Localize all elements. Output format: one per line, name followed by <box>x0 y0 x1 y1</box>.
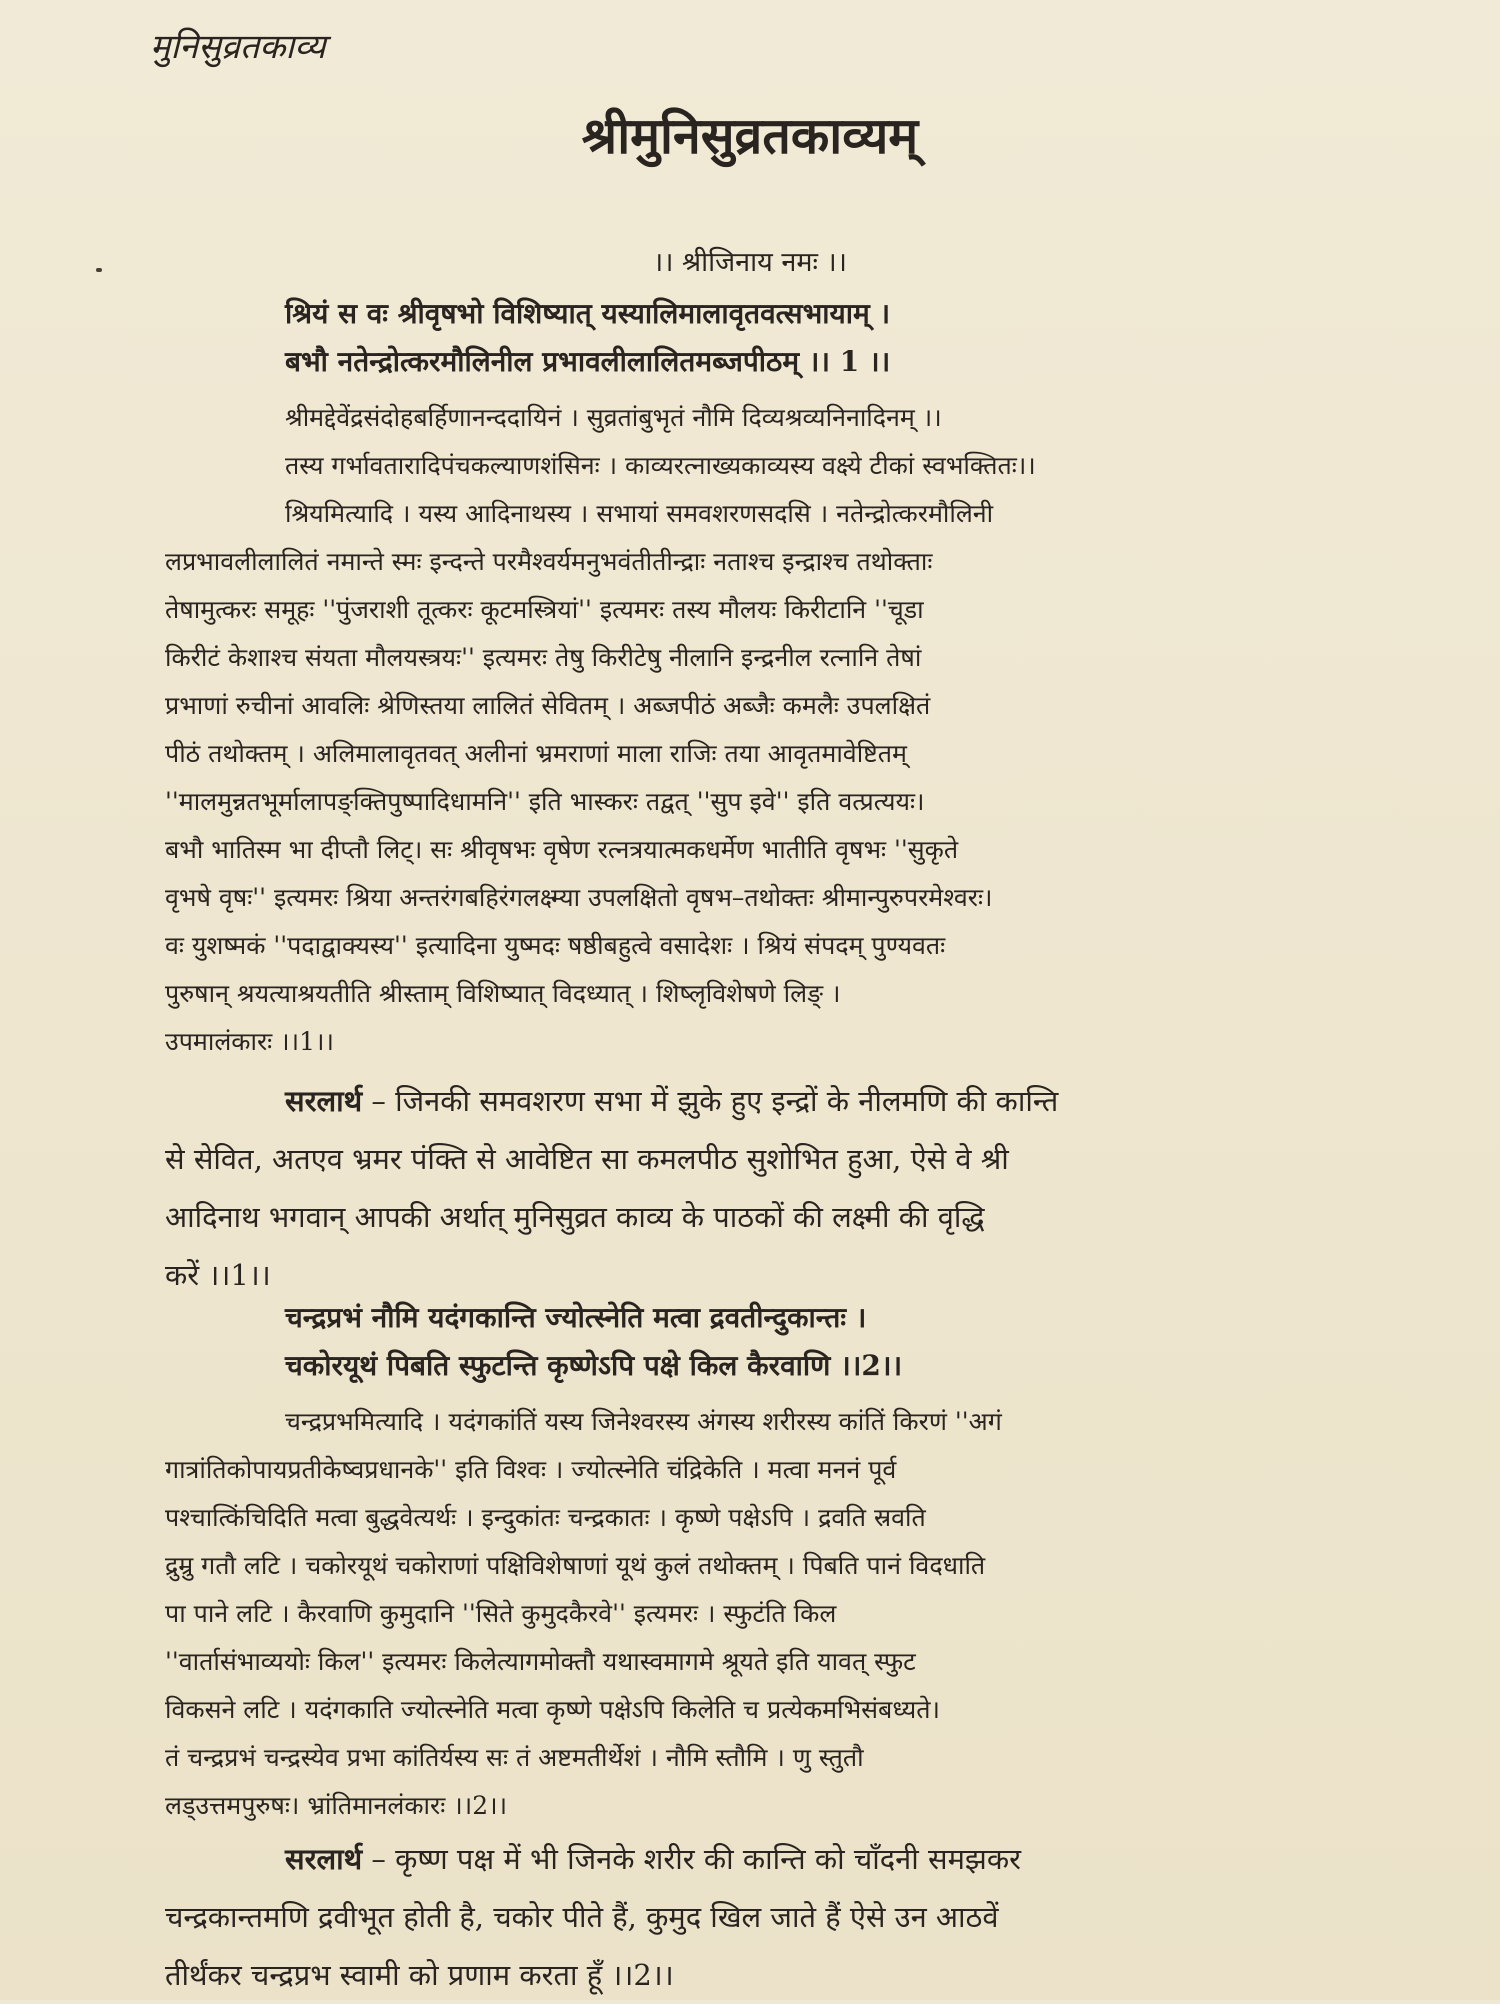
running-head: मुनिसुव्रतकाव्य <box>150 27 326 67</box>
commentary-line: पीठं तथोक्तम् । अलिमालावृतवत् अलीनां भ्रमराणां माला राजिः तया आवृतमावेष्टितम् <box>165 739 907 768</box>
verse-1 <box>165 290 1370 386</box>
verse-line: चकोरयूथं पिबति स्फुटन्ति कृष्णेऽपि पक्षे किल कैरवाणि ।।2।। <box>285 1349 903 1382</box>
commentary-line: श्रीमद्देवेंद्रसंदोहबर्हिणानन्ददायिनं । सुव्रतांबुभृतं नौमि दिव्यश्रव्यनिनादिनम् ।। <box>285 403 942 432</box>
commentary-line: लप्रभावलीलालितं नमान्ते स्मः इन्दन्ते परमैश्वर्यमनुभवंतीतीन्द्राः नताश्च इन्द्राश्च तथोक्ताः <box>165 547 933 576</box>
gloss-line: आदिनाथ भगवान् आपकी अर्थात् मुनिसुव्रत काव्य के पाठकों की लक्ष्मी की वृद्धि <box>165 1200 985 1234</box>
commentary-line: किरीटं केशाश्च संयता मौलयस्त्रयः'' इत्यमरः तेषु किरीटेषु नीलानि इन्द्रनील रत्नानि तेषां <box>165 643 922 672</box>
gloss-text: – कृष्ण पक्ष में भी जिनके शरीर की कान्ति को चाँदनी समझकर <box>362 1842 1021 1876</box>
commentary-line: लड्उत्तमपुरुषः। भ्रांतिमानलंकारः ।।2।। <box>165 1791 508 1820</box>
commentary-2 <box>165 1398 1370 1830</box>
commentary-line: गात्रांतिकोपायप्रतीकेष्वप्रधानके'' इति विश्वः । ज्योत्स्नेति चंद्रिकेति । मत्वा मननं पूर्व <box>165 1455 897 1484</box>
commentary-line: श्रियमित्यादि । यस्य आदिनाथस्य । सभायां समवशरणसदसि । नतेन्द्रोत्करमौलिनी <box>285 499 994 528</box>
invocation: ।। श्रीजिनाय नमः ।। <box>652 247 848 278</box>
commentary-line: विकसने लटि । यदंगकाति ज्योत्स्नेति मत्वा कृष्णे पक्षेऽपि किलेति च प्रत्येकमभिसंबध्यते। <box>165 1695 940 1724</box>
gloss-1 <box>165 1072 1370 1304</box>
gloss-label: सरलार्थ <box>285 1842 363 1876</box>
gloss-line: चन्द्रकान्तमणि द्रवीभूत होती है, चकोर पीते हैं, कुमुद खिल जाते हैं ऐसे उन आठवें <box>165 1900 999 1934</box>
commentary-line: ''मालमुन्नतभूर्मालापङ्क्तिपुष्पादिधामनि'' इति भास्करः तद्वत् ''सुप इवे'' इति वत्प्रत्ययः। <box>165 787 925 816</box>
commentary-line: वृभषे वृषः'' इत्यमरः श्रिया अन्तरंगबहिरंगलक्ष्म्या उपलक्षितो वृषभ–तथोक्तः श्रीमान्पुरुपरमेश्वरः। <box>165 883 993 912</box>
commentary-1 <box>165 394 1370 1066</box>
page-title: श्रीमुनिसुव्रतकाव्यम् <box>581 106 919 165</box>
commentary-line: पा पाने लटि । कैरवाणि कुमुदानि ''सिते कुमुदकैरवे'' इत्यमरः । स्फुटंति किल <box>165 1599 837 1628</box>
gloss-line: करें ।।1।। <box>165 1258 271 1292</box>
commentary-line: बभौ भातिस्म भा दीप्तौ लिट्। सः श्रीवृषभः वृषेण रत्नत्रयात्मकधर्मेण भातीति वृषभः ''सुकृते <box>165 835 959 864</box>
gloss-line: तीर्थंकर चन्द्रप्रभ स्वामी को प्रणाम करता हूँ ।।2।। <box>165 1958 674 1992</box>
commentary-line: पुरुषान् श्रयत्याश्रयतीति श्रीस्ताम् विशिष्यात् विदध्यात् । शिष्लृविशेषणे लिङ् । <box>165 979 841 1008</box>
commentary-line: द्रुम्रु गतौ लटि । चकोरयूथं चकोराणां पक्षिविशेषाणां यूथं कुलं तथोक्तम् । पिबति पानं विदधाति <box>165 1551 986 1580</box>
commentary-line: तस्य गर्भावतारादिपंचकल्याणशंसिनः । काव्यरत्नाख्यकाव्यस्य वक्ष्ये टीकां स्वभक्तितः।। <box>285 451 1036 480</box>
commentary-line: पश्चात्किंचिदिति मत्वा बुद्धवेत्यर्थः । इन्दुकांतः चन्द्रकातः । कृष्णे पक्षेऽपि । द्रवति स्रवति <box>165 1503 926 1532</box>
verse-line: श्रियं स वः श्रीवृषभो विशिष्यात् यस्यालिमालावृतवत्सभायाम् । <box>285 297 891 330</box>
commentary-line: उपमालंकारः ।।1।। <box>165 1027 334 1056</box>
verse-line: बभौ नतेन्द्रोत्करमौलिनील प्रभावलीलालितमब्जपीठम् ।। 1 ।। <box>285 345 891 378</box>
verse-2 <box>165 1294 1370 1390</box>
gloss-line <box>165 1830 1370 1888</box>
commentary-line: प्रभाणां रुचीनां आवलिः श्रेणिस्तया लालितं सेवितम् । अब्जपीठं अब्जैः कमलैः उपलक्षितं <box>165 691 931 720</box>
gloss-2 <box>165 1830 1370 2004</box>
gloss-text: – जिनकी समवशरण सभा में झुके हुए इन्द्रों के नीलमणि की कान्ति <box>362 1084 1059 1118</box>
commentary-line: ''वार्तासंभाव्ययोः किल'' इत्यमरः किलेत्यागमोक्तौ यथास्वमागमे श्रूयते इति यावत् स्फुट <box>165 1647 916 1676</box>
commentary-line: चन्द्रप्रभमित्यादि । यदंगकांतिं यस्य जिनेश्वरस्य अंगस्य शरीरस्य कांतिं किरणं ''अगं <box>285 1407 1002 1436</box>
gloss-line <box>165 1072 1370 1130</box>
gloss-line: से सेवित, अतएव भ्रमर पंक्ति से आवेष्टित सा कमलपीठ सुशोभित हुआ, ऐसे वे श्री <box>165 1142 1009 1176</box>
commentary-line: वः युशष्मकं ''पदाद्वाक्यस्य'' इत्यादिना युष्मदः षष्ठीबहुत्वे वसादेशः । श्रियं संपदम् पुण्यवतः <box>165 931 946 960</box>
verse-line: चन्द्रप्रभं नौमि यदंगकान्ति ज्योत्स्नेति मत्वा द्रवतीन्दुकान्तः । <box>285 1301 867 1334</box>
gloss-label: सरलार्थ <box>285 1084 363 1118</box>
commentary-line: तेषामुत्करः समूहः ''पुंजराशी तूत्करः कूटमस्त्रियां'' इत्यमरः तस्य मौलयः किरीटानि ''चूडा <box>165 595 924 624</box>
commentary-line: तं चन्द्रप्रभं चन्द्रस्येव प्रभा कांतिर्यस्य सः तं अष्टमतीर्थेशं । नौमि स्तौमि । णु स्तुतौ <box>165 1743 864 1772</box>
